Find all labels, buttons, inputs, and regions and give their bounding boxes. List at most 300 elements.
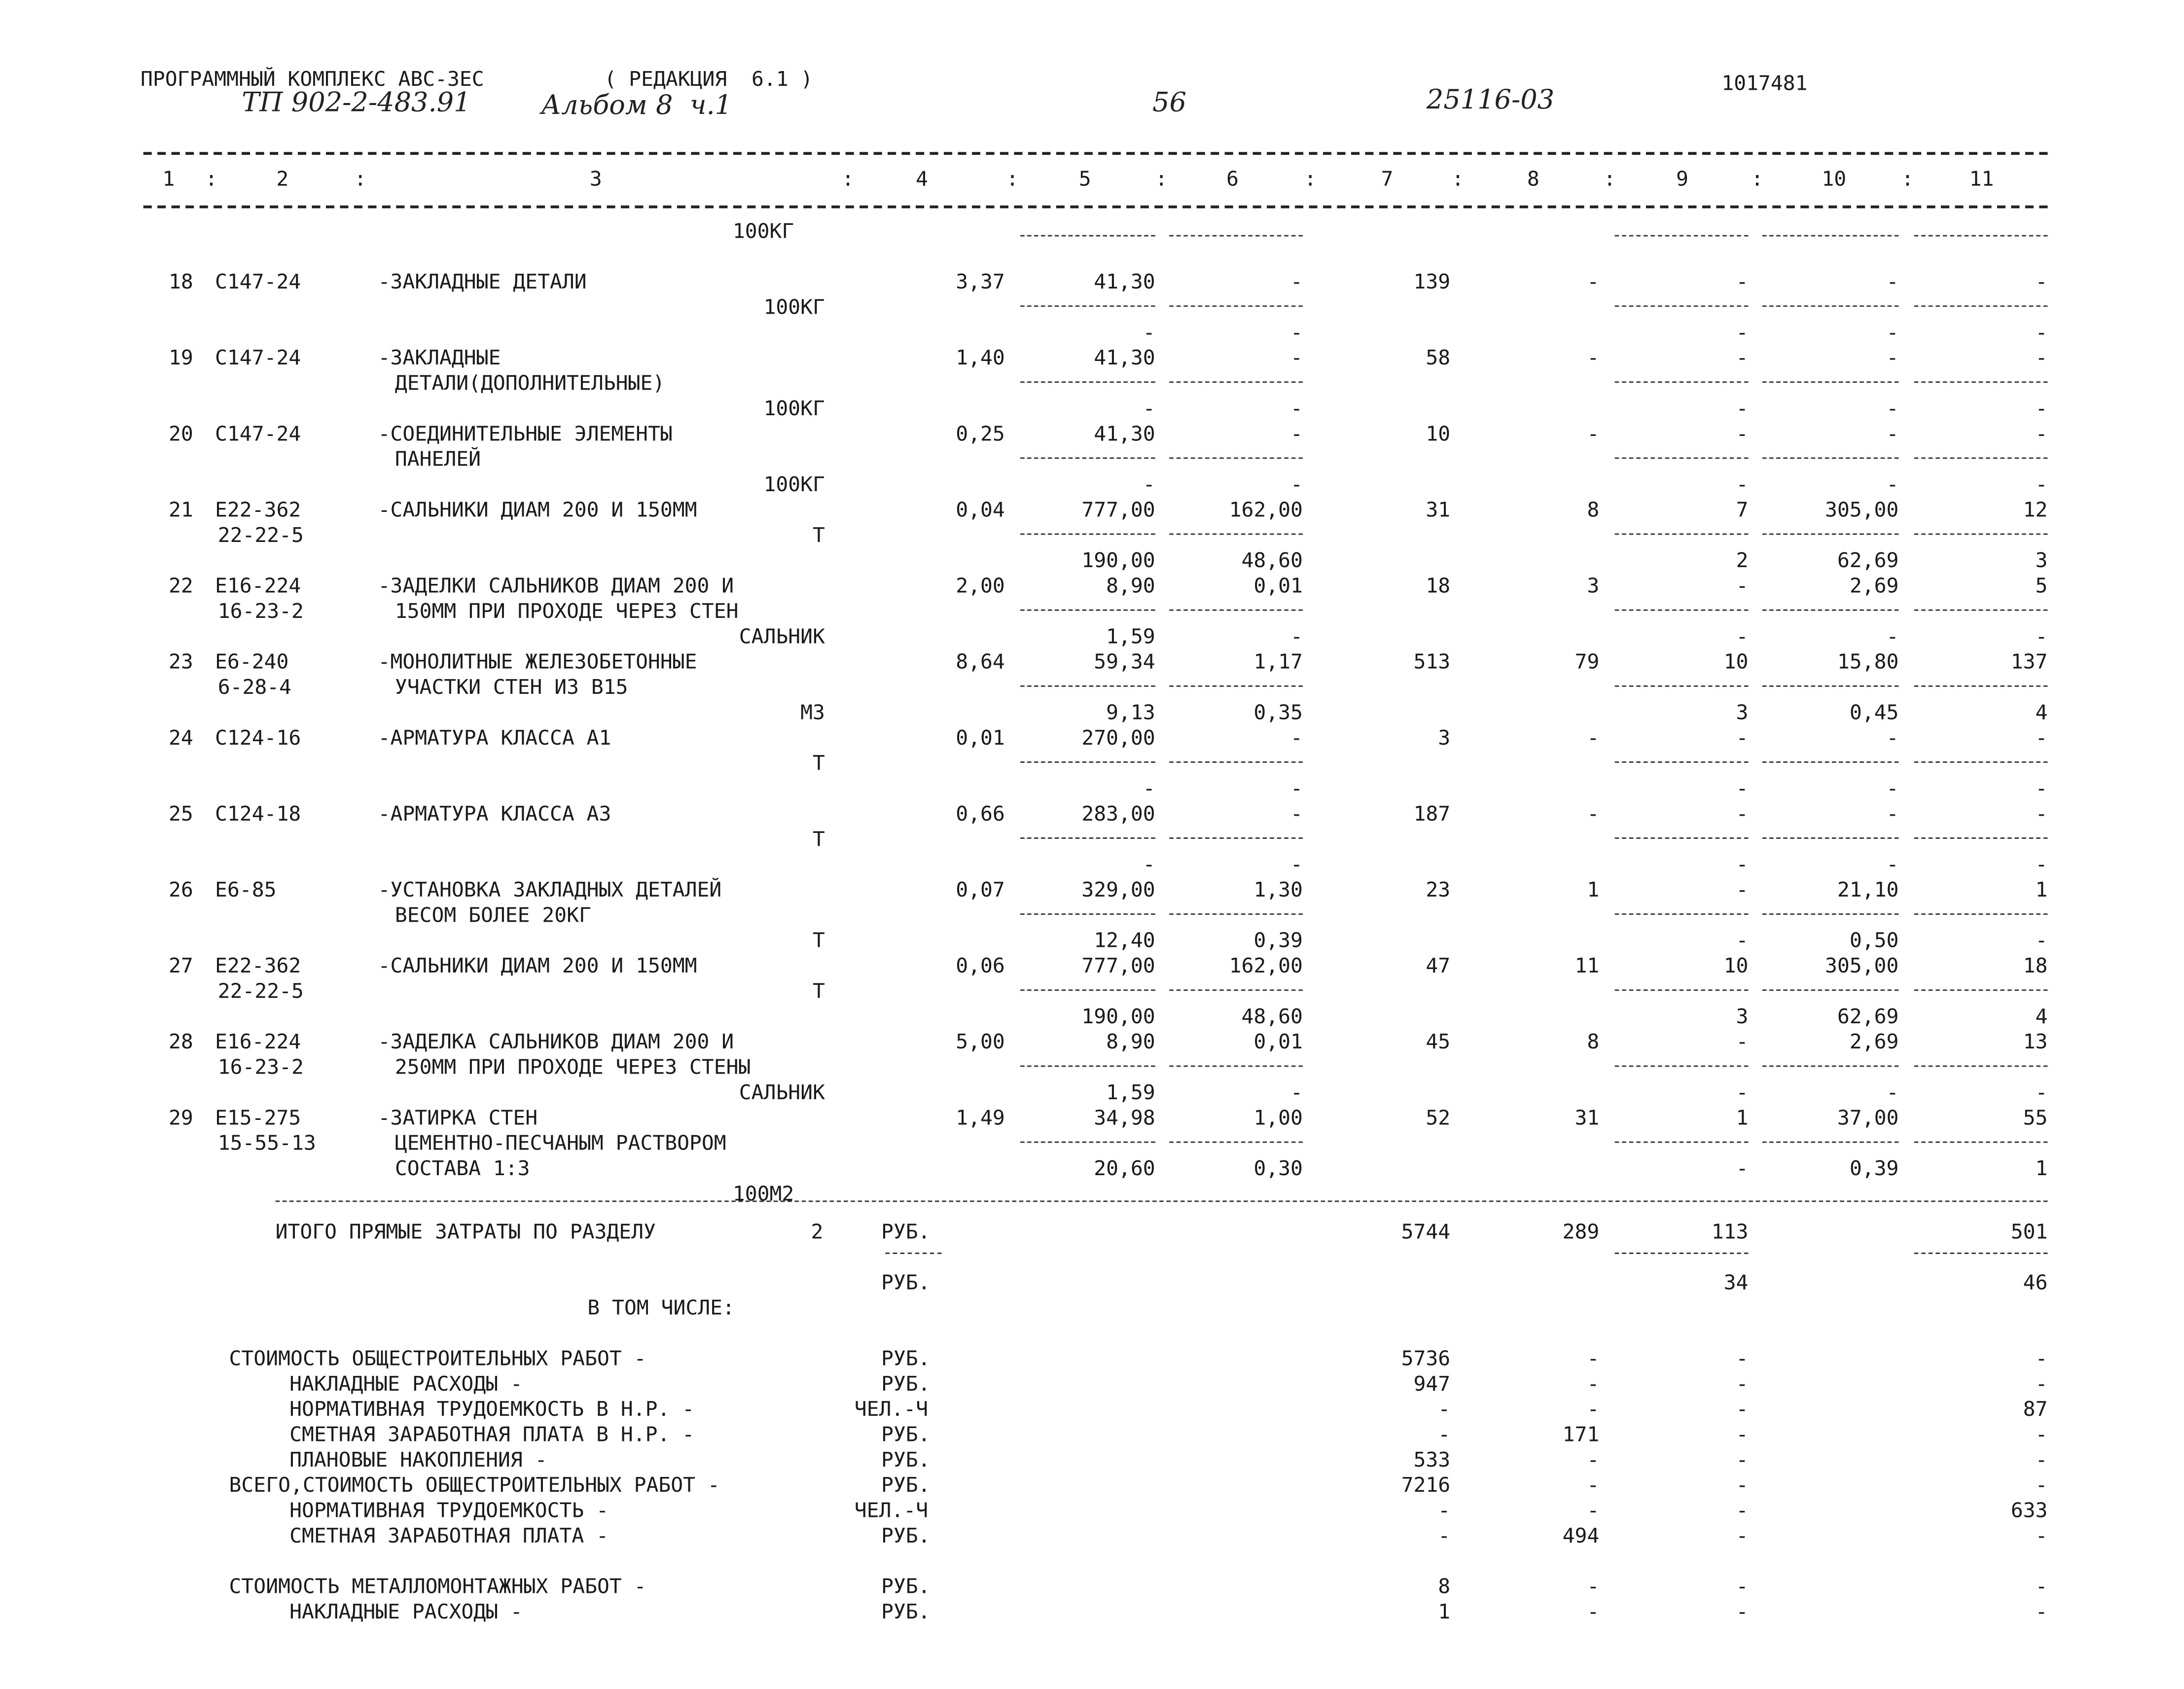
- cell-c11: 5: [2035, 575, 2048, 598]
- cell-c10-secondary: 0,50: [1849, 930, 1899, 953]
- work-name-line: -ЗАКЛАДНЫЕ: [378, 347, 501, 370]
- row-subrule: [1169, 305, 1303, 307]
- cell-c11: -: [2035, 727, 2048, 751]
- summary-c7: 533: [1413, 1449, 1451, 1473]
- column-header-1: 1: [162, 169, 175, 192]
- cell-c9-secondary: -: [1736, 930, 1749, 953]
- cell-c5: 8,90: [1106, 1031, 1155, 1054]
- column-header-7: 7: [1381, 169, 1394, 192]
- summary-unit: РУБ.: [881, 1474, 931, 1498]
- unit-label: Т: [813, 829, 825, 852]
- summary-c9: -: [1736, 1601, 1749, 1624]
- cell-c7: 18: [1426, 575, 1451, 598]
- unit-label: Т: [813, 981, 825, 1004]
- summary-c7: 1: [1438, 1601, 1451, 1624]
- row-subrule: [1020, 913, 1155, 915]
- totals-subrule: [1615, 1253, 1749, 1254]
- cell-c7: 3: [1438, 727, 1451, 751]
- work-name-line: -УСТАНОВКА ЗАКЛАДНЫХ ДЕТАЛЕЙ: [378, 879, 722, 902]
- summary-label: ВСЕГО,СТОИМОСТЬ ОБЩЕСТРОИТЕЛЬНЫХ РАБОТ -: [229, 1474, 720, 1498]
- column-header-5: 5: [1078, 169, 1091, 192]
- row-number: 28: [169, 1031, 193, 1054]
- row-subrule: [1020, 761, 1155, 763]
- cell-c7: 47: [1426, 955, 1451, 978]
- column-header-9: 9: [1676, 169, 1688, 192]
- column-separator: :: [1452, 169, 1464, 192]
- row-subrule: [1615, 458, 1749, 459]
- row-subrule: [1914, 685, 2048, 687]
- row-subrule: [1020, 837, 1155, 839]
- cell-c6-secondary: -: [1290, 1082, 1303, 1105]
- work-name-line: 250ММ ПРИ ПРОХОДЕ ЧЕРЕЗ СТЕНЫ: [394, 1057, 751, 1080]
- cell-c9: 7: [1736, 500, 1749, 522]
- row-subrule: [1615, 1142, 1749, 1143]
- edition-label: ( РЕДАКЦИЯ 6.1 ): [604, 69, 813, 92]
- quantity-value: 0,06: [956, 955, 1005, 978]
- cell-c9-secondary: 3: [1736, 702, 1749, 725]
- cell-c11-secondary: -: [2035, 1082, 2048, 1105]
- price-code: Е15-275: [215, 1108, 301, 1130]
- column-separator: :: [1901, 169, 1914, 192]
- cell-c10-secondary: 0,39: [1849, 1158, 1899, 1181]
- row-subrule: [1169, 381, 1303, 383]
- totals-subrule: [1914, 1253, 2048, 1254]
- unit-label: 100КГ: [763, 297, 825, 320]
- row-subrule: [1762, 1065, 1898, 1067]
- work-name-line: -АРМАТУРА КЛАССА А3: [378, 803, 611, 827]
- work-name-line: -САЛЬНИКИ ДИАМ 200 И 150ММ: [378, 955, 697, 978]
- cell-c6-secondary: 48,60: [1241, 550, 1303, 573]
- cell-c10: -: [1886, 727, 1899, 751]
- row-subrule: [1615, 610, 1749, 611]
- unit-label: 100КГ: [763, 398, 825, 421]
- summary-c9: -: [1736, 1500, 1749, 1523]
- row-number: 29: [169, 1108, 193, 1130]
- cell-c6-secondary: -: [1290, 474, 1303, 497]
- cell-c9-secondary: -: [1736, 778, 1749, 801]
- cell-c9-secondary: 2: [1736, 550, 1749, 573]
- work-name-line: -ЗАДЕЛКА САЛЬНИКОВ ДИАМ 200 И: [378, 1031, 734, 1054]
- handwritten-project-number: ТП 902-2-483.91: [242, 87, 471, 118]
- row-subrule: [1020, 305, 1155, 307]
- cell-c10-secondary: 62,69: [1837, 1006, 1899, 1029]
- summary-c8: -: [1587, 1399, 1600, 1422]
- row-subrule: [1169, 458, 1303, 459]
- cell-c10: 305,00: [1825, 500, 1899, 522]
- cell-c8: 1: [1587, 879, 1600, 902]
- unit-label: 100КГ: [732, 221, 794, 244]
- column-header-2: 2: [276, 169, 289, 192]
- handwritten-album: Альбом 8 ч.1: [541, 90, 732, 121]
- cell-c6: 1,17: [1253, 651, 1303, 675]
- summary-unit: РУБ.: [881, 1576, 931, 1599]
- cell-c6: -: [1290, 271, 1303, 294]
- unit-label: Т: [813, 753, 825, 776]
- cell-c5: 270,00: [1081, 727, 1155, 751]
- unit-label: 100КГ: [763, 474, 825, 497]
- row-subrule: [1914, 1065, 2048, 1067]
- cell-c5: 34,98: [1094, 1108, 1155, 1130]
- row-subrule: [1020, 381, 1155, 383]
- row-subrule: [1615, 989, 1749, 991]
- cell-c10-secondary: 62,69: [1837, 550, 1899, 573]
- cell-c11-secondary: 4: [2035, 702, 2048, 725]
- quantity-value: 0,07: [956, 879, 1005, 902]
- summary-c8: 171: [1562, 1424, 1600, 1447]
- summary-unit: РУБ.: [881, 1525, 931, 1548]
- cell-c6: -: [1290, 424, 1303, 446]
- cell-c8: 8: [1587, 1031, 1600, 1054]
- cell-c10: -: [1886, 803, 1899, 827]
- price-code-secondary: 16-23-2: [217, 601, 304, 624]
- cell-c11-secondary: -: [2035, 474, 2048, 497]
- cell-c8: -: [1587, 727, 1600, 751]
- cell-c9-secondary: -: [1736, 322, 1749, 345]
- cell-c6-secondary: 48,60: [1241, 1006, 1303, 1029]
- row-number: 18: [169, 271, 193, 294]
- row-subrule: [1169, 1065, 1303, 1067]
- row-subrule: [1914, 534, 2048, 535]
- work-name-line: -МОНОЛИТНЫЕ ЖЕЛЕЗОБЕТОННЫЕ: [378, 651, 697, 675]
- cell-c6-secondary: 0,30: [1253, 1158, 1303, 1181]
- cell-c8: -: [1587, 347, 1600, 370]
- cell-c10-secondary: 0,45: [1849, 702, 1899, 725]
- cell-c7: 187: [1413, 803, 1451, 827]
- row-subrule: [1020, 1065, 1155, 1067]
- cell-c11-secondary: 4: [2035, 1006, 2048, 1029]
- row-subrule: [1169, 685, 1303, 687]
- cell-c8: 31: [1575, 1108, 1600, 1130]
- cell-c5: 329,00: [1081, 879, 1155, 902]
- cell-c7: 23: [1426, 879, 1451, 902]
- row-subrule: [1914, 761, 2048, 763]
- cell-c8: 3: [1587, 575, 1600, 598]
- price-code: Е16-224: [215, 1031, 301, 1054]
- summary-c7: 8: [1438, 1576, 1451, 1599]
- cell-c5-secondary: -: [1143, 474, 1155, 497]
- cell-c10: 2,69: [1849, 575, 1899, 598]
- column-separator: :: [842, 169, 855, 192]
- cell-c9: -: [1736, 803, 1749, 827]
- summary-c11: 87: [2023, 1399, 2048, 1422]
- cell-c7: 52: [1426, 1108, 1451, 1130]
- work-name-line: УЧАСТКИ СТЕН ИЗ В15: [394, 677, 628, 700]
- price-code-secondary: 16-23-2: [217, 1057, 304, 1080]
- row-subrule: [1914, 837, 2048, 839]
- cell-c5-secondary: -: [1143, 778, 1155, 801]
- row-subrule: [1020, 685, 1155, 687]
- cell-c11-secondary: -: [2035, 778, 2048, 801]
- summary-unit: РУБ.: [881, 1449, 931, 1473]
- cell-c5: 41,30: [1094, 424, 1155, 446]
- summary-label: НОРМАТИВНАЯ ТРУДОЕМКОСТЬ В Н.Р. -: [289, 1399, 695, 1422]
- cell-c5-secondary: 190,00: [1081, 1006, 1155, 1029]
- cell-c10: -: [1886, 424, 1899, 446]
- cell-c9: -: [1736, 347, 1749, 370]
- row-subrule: [1914, 610, 2048, 611]
- cell-c5-secondary: 1,59: [1106, 1082, 1155, 1105]
- price-code: С147-24: [215, 271, 301, 294]
- cell-c9: -: [1736, 1031, 1749, 1054]
- cell-c5: 777,00: [1081, 955, 1155, 978]
- totals-label: ИТОГО ПРЯМЫЕ ЗАТРАТЫ ПО РАЗДЕЛУ: [275, 1222, 656, 1244]
- summary-c8: 494: [1562, 1525, 1600, 1548]
- summary-unit: ЧЕЛ.-Ч: [854, 1399, 929, 1422]
- summary-label: СТОИМОСТЬ МЕТАЛЛОМОНТАЖНЫХ РАБОТ -: [229, 1576, 646, 1599]
- cell-c7: 31: [1426, 500, 1451, 522]
- cell-c11: -: [2035, 424, 2048, 446]
- cell-c11: 13: [2023, 1031, 2048, 1054]
- cell-c5: 41,30: [1094, 271, 1155, 294]
- summary-c8: -: [1587, 1576, 1600, 1599]
- summary-label: СТОИМОСТЬ ОБЩЕСТРОИТЕЛЬНЫХ РАБОТ -: [229, 1348, 646, 1371]
- cell-c5: 8,90: [1106, 575, 1155, 598]
- cell-c8: -: [1587, 803, 1600, 827]
- cell-c10: 37,00: [1837, 1108, 1899, 1130]
- price-code-secondary: 6-28-4: [217, 677, 292, 700]
- cell-c10: 15,80: [1837, 651, 1899, 675]
- summary-label: НАКЛАДНЫЕ РАСХОДЫ -: [289, 1601, 523, 1624]
- column-separator: :: [1155, 169, 1168, 192]
- row-subrule: [1615, 837, 1749, 839]
- cell-c10: -: [1886, 271, 1899, 294]
- quantity-value: 1,49: [956, 1108, 1005, 1130]
- quantity-value: 1,40: [956, 347, 1005, 370]
- row-subrule: [1020, 610, 1155, 611]
- summary-c7: -: [1438, 1500, 1451, 1523]
- summary-c9: -: [1736, 1424, 1749, 1447]
- column-header-4: 4: [916, 169, 929, 192]
- summary-c9: -: [1736, 1576, 1749, 1599]
- quantity-value: 8,64: [956, 651, 1005, 675]
- summary-c7: -: [1438, 1424, 1451, 1447]
- cell-c11-secondary: 3: [2035, 550, 2048, 573]
- summary-c8: -: [1587, 1348, 1600, 1371]
- totals-c9-secondary: 34: [1723, 1272, 1749, 1295]
- summary-label: СМЕТНАЯ ЗАРАБОТНАЯ ПЛАТА В Н.Р. -: [289, 1424, 695, 1447]
- cell-c9: -: [1736, 575, 1749, 598]
- cell-c7: 10: [1426, 424, 1451, 446]
- cell-c10: 21,10: [1837, 879, 1899, 902]
- row-subrule: [1762, 837, 1898, 839]
- cell-c9-secondary: -: [1736, 398, 1749, 421]
- cell-c8: 8: [1587, 500, 1600, 522]
- totals-top-rule: [276, 1200, 2048, 1202]
- column-header-10: 10: [1822, 169, 1847, 192]
- summary-unit: ЧЕЛ.-Ч: [854, 1500, 929, 1523]
- work-name-line: 150ММ ПРИ ПРОХОДЕ ЧЕРЕЗ СТЕН: [394, 601, 739, 624]
- work-name-line: ЦЕМЕНТНО-ПЕСЧАНЫМ РАСТВОРОМ: [394, 1133, 726, 1156]
- cell-c9: 10: [1723, 651, 1749, 675]
- summary-c11: -: [2035, 1601, 2048, 1624]
- cell-c6: 162,00: [1229, 500, 1303, 522]
- row-number: 22: [169, 575, 193, 598]
- column-separator: :: [1603, 169, 1616, 192]
- summary-c9: -: [1736, 1399, 1749, 1422]
- row-subrule: [1169, 610, 1303, 611]
- price-code: Е16-224: [215, 575, 301, 598]
- row-subrule: [1169, 761, 1303, 763]
- row-subrule: [1615, 1065, 1749, 1067]
- row-subrule: [1020, 989, 1155, 991]
- cell-c9: -: [1736, 271, 1749, 294]
- row-subrule: [1762, 235, 1898, 237]
- totals-c11: 501: [2010, 1222, 2048, 1244]
- cell-c7: 139: [1413, 271, 1451, 294]
- row-subrule: [1762, 685, 1898, 687]
- summary-c11: -: [2035, 1373, 2048, 1397]
- cell-c11: 18: [2023, 955, 2048, 978]
- row-subrule: [1914, 913, 2048, 915]
- cell-c9-secondary: -: [1736, 626, 1749, 649]
- row-subrule: [1615, 761, 1749, 763]
- summary-c8: -: [1587, 1449, 1600, 1473]
- summary-c7: 5736: [1401, 1348, 1451, 1371]
- row-subrule: [1762, 610, 1898, 611]
- summary-label: НАКЛАДНЫЕ РАСХОДЫ -: [289, 1373, 523, 1397]
- work-name-line: -ЗАДЕЛКИ САЛЬНИКОВ ДИАМ 200 И: [378, 575, 734, 598]
- price-code: С124-16: [215, 727, 301, 751]
- quantity-value: 0,25: [956, 424, 1005, 446]
- cell-c9: 10: [1723, 955, 1749, 978]
- cell-c6: -: [1290, 803, 1303, 827]
- column-separator: :: [205, 169, 217, 192]
- row-subrule: [1762, 1142, 1898, 1143]
- row-subrule: [1762, 913, 1898, 915]
- totals-c11-secondary: 46: [2023, 1272, 2048, 1295]
- price-code: Е22-362: [215, 500, 301, 522]
- cell-c5: 283,00: [1081, 803, 1155, 827]
- row-subrule: [1020, 1142, 1155, 1143]
- price-code: С124-18: [215, 803, 301, 827]
- cell-c11: 12: [2023, 500, 2048, 522]
- row-subrule: [1169, 235, 1303, 237]
- totals-section: 2: [811, 1222, 823, 1244]
- row-subrule: [1914, 1142, 2048, 1143]
- row-subrule: [1615, 534, 1749, 535]
- row-subrule: [1615, 381, 1749, 383]
- column-header-3: 3: [589, 169, 602, 192]
- cell-c6-secondary: -: [1290, 626, 1303, 649]
- work-name-line: -САЛЬНИКИ ДИАМ 200 И 150ММ: [378, 500, 697, 522]
- cell-c10-secondary: -: [1886, 322, 1899, 345]
- cell-c6: 1,00: [1253, 1108, 1303, 1130]
- row-subrule: [1914, 458, 2048, 459]
- price-code: Е6-85: [215, 879, 277, 902]
- totals-c9: 113: [1711, 1222, 1749, 1244]
- cell-c5-secondary: -: [1143, 398, 1155, 421]
- row-subrule: [1020, 534, 1155, 535]
- document-code: 1017481: [1721, 73, 1808, 96]
- cell-c7: 513: [1413, 651, 1451, 675]
- row-subrule: [1914, 235, 2048, 237]
- row-number: 26: [169, 879, 193, 902]
- column-separator: :: [1751, 169, 1763, 192]
- summary-c11: -: [2035, 1525, 2048, 1548]
- cell-c11: 55: [2023, 1108, 2048, 1130]
- cell-c10-secondary: -: [1886, 778, 1899, 801]
- row-subrule: [1020, 235, 1155, 237]
- cell-c6: -: [1290, 347, 1303, 370]
- summary-c11: -: [2035, 1449, 2048, 1473]
- quantity-value: 0,66: [956, 803, 1005, 827]
- work-name-line: ДЕТАЛИ(ДОПОЛНИТЕЛЬНЫЕ): [394, 373, 665, 395]
- price-code-secondary: 22-22-5: [217, 525, 304, 548]
- row-subrule: [1615, 235, 1749, 237]
- summary-c8: -: [1587, 1373, 1600, 1397]
- cell-c9-secondary: 3: [1736, 1006, 1749, 1029]
- summary-c9: -: [1736, 1449, 1749, 1473]
- cell-c5-secondary: -: [1143, 854, 1155, 877]
- column-separator: :: [354, 169, 367, 192]
- row-subrule: [1169, 1142, 1303, 1143]
- unit-label: М3: [800, 702, 825, 725]
- row-subrule: [1615, 913, 1749, 915]
- cell-c10: 305,00: [1825, 955, 1899, 978]
- cell-c6: 1,30: [1253, 879, 1303, 902]
- cell-c9-secondary: -: [1736, 474, 1749, 497]
- summary-c9: -: [1736, 1373, 1749, 1397]
- cell-c11: -: [2035, 803, 2048, 827]
- cell-c6: 0,01: [1253, 1031, 1303, 1054]
- cell-c6: 162,00: [1229, 955, 1303, 978]
- cell-c9: -: [1736, 727, 1749, 751]
- row-number: 23: [169, 651, 193, 675]
- unit-label: САЛЬНИК: [739, 1082, 825, 1105]
- cell-c10: 2,69: [1849, 1031, 1899, 1054]
- summary-c9: -: [1736, 1525, 1749, 1548]
- totals-c8: 289: [1562, 1222, 1600, 1244]
- row-number: 24: [169, 727, 193, 751]
- summary-c7: 947: [1413, 1373, 1451, 1397]
- price-code: Е6-240: [215, 651, 289, 675]
- row-subrule: [1615, 305, 1749, 307]
- cell-c5: 777,00: [1081, 500, 1155, 522]
- work-name-line: -СОЕДИНИТЕЛЬНЫЕ ЭЛЕМЕНТЫ: [378, 424, 673, 446]
- unit-label: Т: [813, 525, 825, 548]
- price-code-secondary: 22-22-5: [217, 981, 304, 1004]
- summary-unit: РУБ.: [881, 1373, 931, 1397]
- summary-c9: -: [1736, 1474, 1749, 1498]
- summary-label: НОРМАТИВНАЯ ТРУДОЕМКОСТЬ -: [289, 1500, 609, 1523]
- summary-c11: -: [2035, 1576, 2048, 1599]
- cell-c5-secondary: 20,60: [1094, 1158, 1155, 1181]
- cell-c11-secondary: -: [2035, 398, 2048, 421]
- cell-c9: -: [1736, 879, 1749, 902]
- summary-c8: -: [1587, 1500, 1600, 1523]
- cell-c11-secondary: -: [2035, 626, 2048, 649]
- row-subrule: [1762, 381, 1898, 383]
- totals-unit: РУБ.: [881, 1222, 931, 1244]
- row-subrule: [1914, 989, 2048, 991]
- unit-label: Т: [813, 930, 825, 953]
- row-subrule: [1762, 458, 1898, 459]
- cell-c5-secondary: 1,59: [1106, 626, 1155, 649]
- row-subrule: [1169, 989, 1303, 991]
- quantity-value: 0,01: [956, 727, 1005, 751]
- cell-c9-secondary: -: [1736, 1082, 1749, 1105]
- cell-c10-secondary: -: [1886, 474, 1899, 497]
- row-subrule: [1615, 685, 1749, 687]
- summary-c11: -: [2035, 1474, 2048, 1498]
- price-code: С147-24: [215, 347, 301, 370]
- row-subrule: [1762, 305, 1898, 307]
- summary-unit: РУБ.: [881, 1348, 931, 1371]
- row-subrule: [1020, 458, 1155, 459]
- unit-label: САЛЬНИК: [739, 626, 825, 649]
- cell-c10-secondary: -: [1886, 398, 1899, 421]
- row-number: 19: [169, 347, 193, 370]
